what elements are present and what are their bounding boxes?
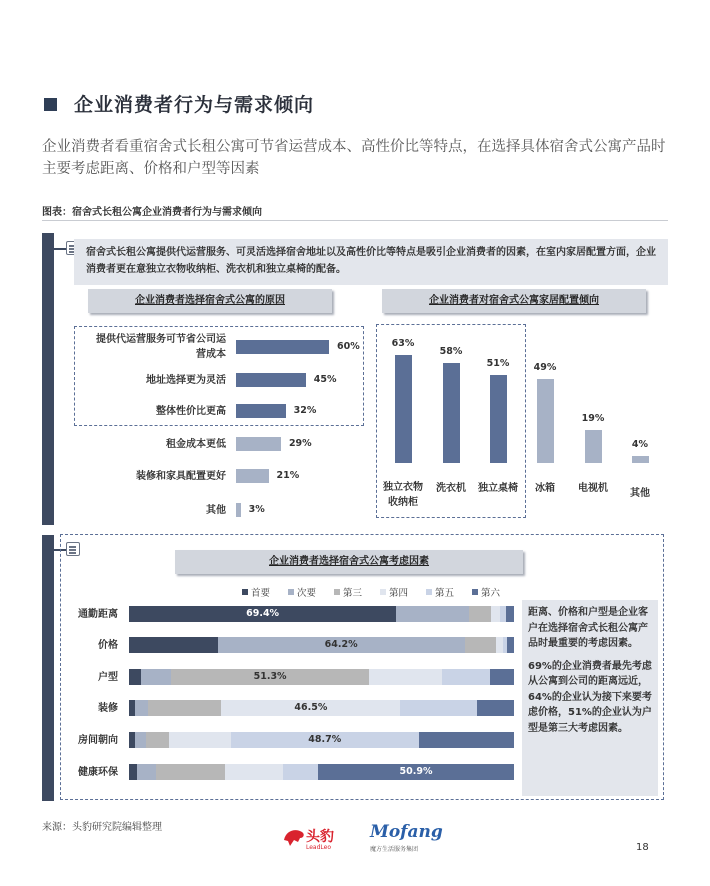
- stacked-value-label: 46.5%: [294, 702, 328, 713]
- bar: [585, 430, 602, 463]
- legend-label: 第三: [343, 588, 363, 599]
- summary-box: 宿舍式长租公寓提供代运营服务、可灵活选择宿舍地址以及高性价比等特点是吸引企业消费者的因素，在室内家居配置方面，企业消费者更在意独立衣物收纳柜、洗衣机和独立桌椅的配备。: [74, 239, 668, 285]
- bar-category-label: [78, 437, 226, 452]
- stacked-segment: [283, 764, 318, 780]
- stacked-value-label: 51.3%: [253, 671, 287, 682]
- bar-category-label: [78, 332, 226, 362]
- stacked-segment: [169, 732, 231, 748]
- bar-value-label: 63%: [391, 337, 415, 349]
- bar-value-label: 32%: [293, 405, 317, 416]
- bar-category-line: 提供代运营服务可节省公司运: [96, 334, 226, 345]
- stacked-segment: [507, 637, 514, 653]
- bar-category-line: 装修和家具配置更好: [136, 470, 226, 482]
- leopard-icon: [282, 826, 306, 848]
- chart2-title: 企业消费者对宿舍式公寓家居配置倾向: [382, 289, 646, 313]
- bar-category-label: [78, 469, 226, 484]
- legend-swatch: [380, 589, 386, 595]
- legend-swatch: [426, 589, 432, 595]
- stacked-segment: [129, 764, 137, 780]
- bar-category-line: 独立桌椅: [478, 483, 518, 494]
- stacked-segment: [135, 732, 147, 748]
- bar-category-label: [78, 404, 226, 419]
- bar: [236, 373, 306, 387]
- stacked-category-label: 户型: [98, 672, 118, 683]
- mofang-logo-text: Mofang: [370, 822, 443, 842]
- stacked-segment: [129, 669, 141, 685]
- bar-category-line: 独立衣物: [383, 482, 423, 493]
- stacked-category-label: 健康环保: [78, 767, 118, 778]
- stacked-segment: [146, 732, 169, 748]
- bar-category-line: 冰箱: [535, 483, 555, 494]
- stacked-segment: [156, 764, 225, 780]
- page-number: 18: [636, 842, 649, 853]
- bar: [236, 404, 286, 418]
- bar-category-line: 营成本: [196, 349, 226, 360]
- stacked-segment: [148, 700, 221, 716]
- bar-value-label: 49%: [533, 361, 557, 373]
- bar: [236, 340, 329, 354]
- bar-category-label: [78, 503, 226, 518]
- stacked-category-label: 价格: [98, 640, 118, 651]
- intro-text: 企业消费者看重宿舍式长租公寓可节省运营成本、高性价比等特点，在选择具体宿舍式公寓产品时主要考虑距离、价格和户型等因素: [42, 139, 666, 177]
- bar-value-label: 58%: [439, 346, 463, 358]
- stacked-segment: [400, 700, 477, 716]
- stacked-segment: [137, 764, 156, 780]
- bar-category-line: 整体性价比更高: [156, 405, 226, 417]
- panel-tick: [54, 248, 66, 250]
- bar: [632, 456, 649, 463]
- bar: [537, 379, 554, 463]
- stacked-category-label: 通勤距离: [78, 609, 118, 620]
- stacked-segment: [491, 606, 501, 622]
- side-note-p2: 69%的企业消费者最先考虑从公寓到公司的距离远近，64%的企业认为接下来要考虑价格，51%的企业认为户型是第三大考虑因素。: [528, 660, 652, 734]
- legend-swatch: [288, 589, 294, 595]
- stacked-segment: [419, 732, 514, 748]
- bar: [443, 363, 460, 463]
- bar-value-label: 29%: [288, 438, 312, 449]
- bar-category-line: 地址选择更为灵活: [146, 374, 226, 386]
- bar: [236, 503, 241, 517]
- side-note: [522, 600, 658, 796]
- bar-category-line: 电视机: [578, 483, 608, 494]
- stacked-segment: [490, 669, 514, 685]
- bar-value-label: 19%: [581, 413, 605, 425]
- legend-swatch: [242, 589, 248, 595]
- caption-rule: [42, 220, 668, 221]
- stacked-segment: [506, 606, 514, 622]
- stacked-segment: [469, 606, 491, 622]
- legend-label: 首要: [251, 588, 271, 599]
- stacked-value-label: 50.9%: [399, 766, 433, 777]
- stacked-segment: [396, 606, 469, 622]
- bar-category-line: 其他: [630, 488, 650, 499]
- bar-value-label: 51%: [486, 358, 510, 370]
- bar-value-label: 60%: [337, 341, 360, 352]
- bar-category-label: [610, 486, 670, 501]
- legend-label: 次要: [297, 588, 317, 599]
- stacked-segment: [477, 700, 514, 716]
- bar: [490, 375, 507, 463]
- bar-category-line: 收纳柜: [388, 497, 418, 508]
- stacked-segment: [141, 669, 172, 685]
- stacked-segment: [225, 764, 283, 780]
- stacked-value-label: 64.2%: [324, 639, 358, 650]
- source-note: 来源：头豹研究院编辑整理: [42, 822, 162, 833]
- stacked-category-label: 装修: [98, 703, 118, 714]
- stacked-segment: [496, 637, 504, 653]
- chart3-title: 企业消费者选择宿舍式公寓考虑因素: [175, 550, 523, 574]
- panel-left-bar: [42, 233, 54, 525]
- figure-caption: 图表：宿舍式长租公寓企业消费者行为与需求倾向: [42, 207, 262, 218]
- legend-label: 第四: [389, 588, 409, 599]
- stacked-value-label: 69.4%: [246, 608, 280, 619]
- bar-value-label: 21%: [276, 470, 300, 481]
- section-marker: [44, 98, 57, 111]
- legend-label: 第六: [481, 588, 501, 599]
- stacked-segment: [465, 637, 496, 653]
- bar-category-line: 洗衣机: [436, 483, 466, 494]
- stacked-segment: [442, 669, 490, 685]
- stacked-segment: [369, 669, 442, 685]
- stacked-value-label: 48.7%: [308, 734, 342, 745]
- bar: [395, 355, 412, 463]
- bar: [236, 437, 281, 451]
- stacked-segment: [129, 637, 218, 653]
- leadleo-logo-sub: LeadLeo: [306, 844, 332, 851]
- bar-value-label: 45%: [313, 374, 337, 385]
- legend-swatch: [472, 589, 478, 595]
- bar-value-label: 3%: [248, 504, 265, 515]
- leadleo-logo-text: 头豹: [306, 829, 334, 845]
- panel-left-bar-2: [42, 535, 54, 801]
- stacked-category-label: 房间朝向: [78, 735, 118, 746]
- side-note-p1: 距离、价格和户型是企业客户在选择宿舍式长租公寓产品时最重要的考虑因素。: [528, 607, 648, 649]
- bar-category-line: 租金成本更低: [166, 438, 226, 450]
- legend-swatch: [334, 589, 340, 595]
- mofang-logo-sub: 魔方生活服务集团: [370, 846, 419, 853]
- bar: [236, 469, 269, 483]
- stacked-segment: [135, 700, 148, 716]
- bar-value-label: 4%: [631, 439, 649, 451]
- page-title: 企业消费者行为与需求倾向: [74, 94, 315, 116]
- chart1-title: 企业消费者选择宿舍式公寓的原因: [88, 289, 332, 313]
- bar-category-line: 其他: [206, 504, 226, 516]
- bar-category-label: [78, 373, 226, 388]
- legend-label: 第五: [435, 588, 455, 599]
